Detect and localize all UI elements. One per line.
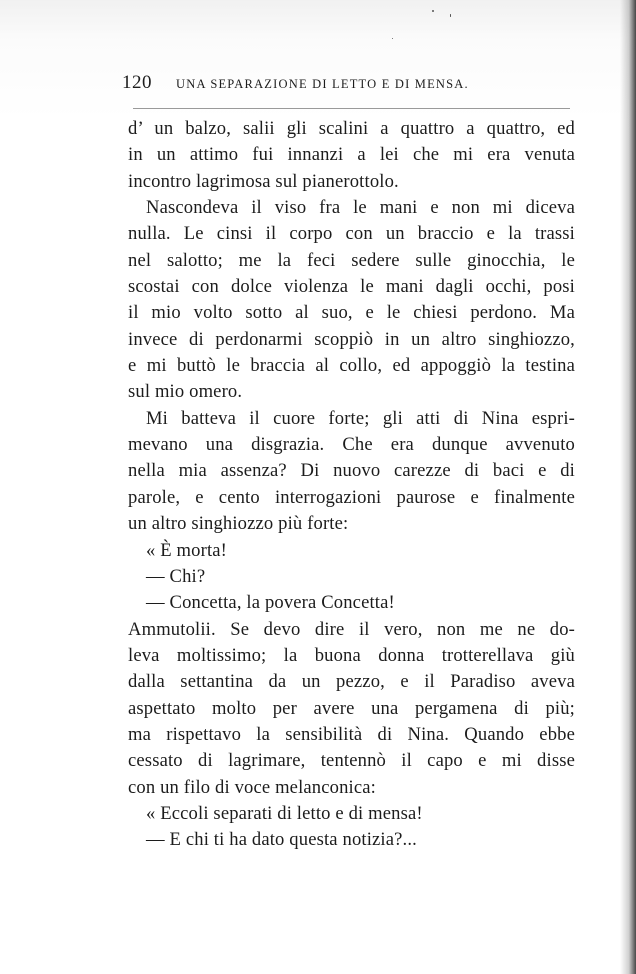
text-line: ma rispettavo la sensibilità di Nina. Quando ebbe	[128, 723, 575, 745]
text-line: Mi batteva il cuore forte; gli atti di Nina espri-	[146, 407, 575, 429]
text-line: Ammutolii. Se devo dire il vero, non me ne do-	[128, 618, 575, 640]
page-number: 120	[122, 72, 152, 93]
text-line: in un attimo fui innanzi a lei che mi era venuta	[128, 144, 575, 166]
text-line: « È morta!	[146, 539, 228, 561]
text-line: mevano una disgrazia. Che era dunque avvenuto	[128, 434, 575, 456]
header-rule	[133, 108, 570, 109]
page-header	[122, 72, 572, 96]
text-line: — Chi?	[146, 565, 206, 587]
running-head: UNA SEPARAZIONE DI LETTO E DI MENSA.	[176, 77, 469, 91]
text-line: Nascondeva il viso fra le mani e non mi diceva	[146, 197, 575, 219]
text-line: nel salotto; me la feci sedere sulle ginocchia, le	[128, 249, 575, 271]
page-edge-shadow	[620, 0, 636, 974]
text-line: d’ un balzo, salii gli scalini a quattro a quattro, ed	[128, 118, 575, 139]
text-line: incontro lagrimosa sul pianerottolo.	[128, 170, 399, 192]
text-line: nella mia assenza? Di nuovo carezze di baci e di	[128, 460, 575, 482]
text-line: con un filo di voce melanconica:	[128, 776, 376, 798]
text-line: cessato di lagrimare, tentennò il capo e mi disse	[128, 750, 575, 772]
body-text	[128, 116, 575, 854]
ink-speck	[432, 10, 434, 12]
text-line: scostai con dolce violenza le mani dagli occhi, posi	[128, 276, 575, 298]
text-line: aspettato molto per avere una pergamena di più;	[128, 697, 575, 719]
ink-speck	[450, 14, 451, 17]
text-line: — Concetta, la povera Concetta!	[146, 592, 395, 614]
text-line: leva moltissimo; la buona donna trotterellava giù	[128, 644, 575, 666]
text-line: — E chi ti ha dato questa notizia?...	[146, 829, 417, 851]
text-line: dalla settantina da un pezzo, e il Paradiso aveva	[128, 671, 575, 693]
text-line: e mi buttò le braccia al collo, ed appoggiò la testina	[128, 355, 575, 377]
text-line: parole, e cento interrogazioni paurose e finalmente	[128, 486, 575, 508]
text-line: sul mio omero.	[128, 381, 243, 403]
text-line: invece di perdonarmi scoppiò in un altro singhiozzo,	[128, 328, 575, 350]
text-line: « Eccoli separati di letto e di mensa!	[146, 802, 423, 824]
text-line: il mio volto sotto al suo, e le chiesi perdono. Ma	[128, 302, 575, 324]
text-line: nulla. Le cinsi il corpo con un braccio e la trassi	[128, 223, 575, 245]
ink-speck	[392, 38, 393, 39]
text-line: un altro singhiozzo più forte:	[128, 513, 349, 535]
